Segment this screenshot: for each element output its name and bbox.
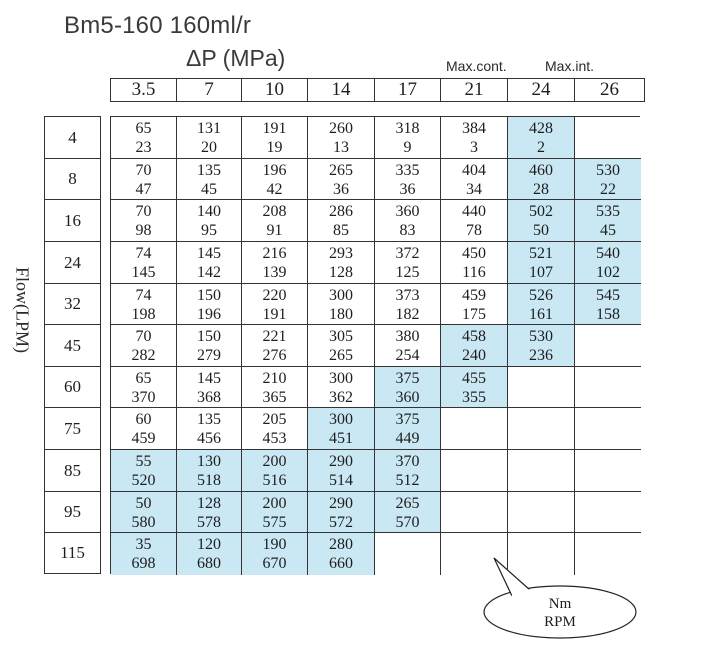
flow-header-32: 32 [44, 283, 101, 325]
table-cell [375, 533, 441, 575]
torque-value: 205 [262, 411, 287, 428]
table-cell [111, 325, 177, 367]
speed-value: 180 [329, 306, 353, 323]
torque-value: 210 [262, 370, 287, 387]
speed-value: 660 [329, 555, 353, 572]
speed-value: 680 [197, 555, 221, 572]
table-cell [441, 492, 508, 533]
speed-value: 78 [466, 222, 482, 239]
table-cell [441, 200, 508, 242]
speed-value: 254 [395, 347, 420, 364]
table-cell [111, 533, 177, 575]
speed-value: 191 [262, 306, 287, 323]
table-cell [111, 117, 177, 159]
table-cell [111, 492, 177, 533]
torque-value: 74 [135, 287, 152, 304]
table-cell [177, 242, 242, 284]
table-cell [242, 159, 308, 200]
table-cell [177, 533, 242, 575]
legend-nm: Nm [548, 596, 572, 612]
torque-value: 55 [135, 453, 152, 470]
table-cell [242, 408, 308, 450]
speed-value: 98 [135, 222, 152, 239]
flow-axis [10, 252, 34, 368]
pressure-header-26: 26 [574, 78, 645, 102]
speed-value: 514 [329, 472, 353, 489]
speed-value: 459 [131, 430, 156, 447]
table-cell [508, 492, 575, 533]
table-cell [508, 367, 575, 408]
table-cell [575, 450, 641, 492]
torque-value: 305 [329, 328, 353, 345]
table-cell [508, 200, 575, 242]
table-cell [177, 408, 242, 450]
torque-value: 318 [395, 120, 420, 137]
speed-value: 36 [399, 181, 416, 198]
torque-value: 335 [395, 162, 420, 179]
torque-value: 526 [529, 287, 553, 304]
pressure-header-3-5: 3.5 [110, 78, 177, 102]
torque-value: 370 [395, 453, 420, 470]
table-cell [308, 325, 375, 367]
max-cont-label: Max.cont. [446, 58, 507, 74]
torque-value: 530 [596, 162, 620, 179]
table-cell [375, 492, 441, 533]
torque-value: 150 [197, 328, 221, 345]
table-cell [177, 367, 242, 408]
pressure-header-row [110, 78, 645, 102]
speed-value: 368 [197, 389, 221, 406]
table-cell [111, 408, 177, 450]
speed-value: 45 [600, 222, 616, 239]
table-cell [441, 159, 508, 200]
speed-value: 45 [201, 181, 217, 198]
table-cell [111, 450, 177, 492]
flow-header-8: 8 [44, 158, 101, 200]
table-cell [242, 284, 308, 325]
speed-value: 28 [533, 181, 549, 198]
legend-rpm: RPM [544, 614, 576, 630]
speed-value: 47 [135, 181, 152, 198]
torque-value: 540 [596, 245, 620, 262]
speed-value: 145 [131, 264, 156, 281]
flow-header-24: 24 [44, 241, 101, 284]
speed-value: 360 [395, 389, 420, 406]
table-cell [242, 242, 308, 284]
speed-value: 370 [131, 389, 156, 406]
torque-value: 128 [197, 495, 221, 512]
speed-value: 20 [201, 139, 217, 156]
speed-value: 182 [395, 306, 420, 323]
pressure-header-24: 24 [507, 78, 575, 102]
speed-value: 240 [462, 347, 486, 364]
speed-value: 9 [403, 139, 412, 156]
pressure-header-14: 14 [307, 78, 375, 102]
table-cell [441, 450, 508, 492]
torque-value: 545 [596, 287, 620, 304]
table-cell [575, 492, 641, 533]
torque-value: 502 [529, 203, 553, 220]
torque-value: 290 [329, 453, 353, 470]
torque-value: 384 [462, 120, 486, 137]
table-cell [375, 284, 441, 325]
torque-value: 200 [262, 453, 287, 470]
torque-value: 300 [329, 370, 353, 387]
torque-value: 145 [197, 370, 221, 387]
torque-value: 135 [197, 411, 221, 428]
torque-value: 221 [262, 328, 287, 345]
speed-value: 13 [333, 139, 349, 156]
table-cell [508, 159, 575, 200]
torque-value: 216 [262, 245, 287, 262]
torque-value: 190 [262, 536, 287, 553]
speed-value: 102 [596, 264, 620, 281]
torque-value: 35 [135, 536, 152, 553]
speed-value: 128 [329, 264, 353, 281]
speed-value: 698 [131, 555, 156, 572]
torque-value: 280 [329, 536, 353, 553]
table-cell [308, 242, 375, 284]
table-cell [375, 242, 441, 284]
torque-value: 290 [329, 495, 353, 512]
speed-value: 2 [537, 139, 545, 156]
speed-value: 362 [329, 389, 353, 406]
torque-value: 135 [197, 162, 221, 179]
speed-value: 36 [333, 181, 349, 198]
torque-value: 74 [135, 245, 152, 262]
table-cell [177, 284, 242, 325]
flow-header-85: 85 [44, 449, 101, 492]
table-cell [441, 325, 508, 367]
torque-value: 145 [197, 245, 221, 262]
torque-value: 293 [329, 245, 353, 262]
torque-value: 373 [395, 287, 420, 304]
speed-value: 516 [262, 472, 287, 489]
table-cell [308, 408, 375, 450]
speed-value: 91 [266, 222, 283, 239]
table-cell [508, 117, 575, 159]
table-cell [575, 325, 641, 367]
table-cell [375, 200, 441, 242]
table-cell [575, 117, 641, 159]
table-cell [508, 325, 575, 367]
table-cell [111, 284, 177, 325]
table-cell [375, 367, 441, 408]
max-int-label: Max.int. [545, 58, 595, 74]
speed-value: 116 [462, 264, 486, 281]
torque-value: 200 [262, 495, 287, 512]
speed-value: 518 [197, 472, 221, 489]
torque-value: 220 [262, 287, 287, 304]
torque-value: 260 [329, 120, 353, 137]
torque-value: 460 [529, 162, 553, 179]
table-cell [575, 367, 641, 408]
flow-header-115: 115 [44, 532, 101, 574]
speed-value: 451 [329, 430, 353, 447]
torque-value: 130 [197, 453, 221, 470]
table-cell [375, 450, 441, 492]
speed-value: 158 [596, 306, 620, 323]
table-cell [308, 367, 375, 408]
table-cell [575, 408, 641, 450]
pressure-header-7: 7 [176, 78, 242, 102]
torque-value: 360 [395, 203, 420, 220]
torque-value: 140 [197, 203, 221, 220]
torque-value: 60 [135, 411, 152, 428]
torque-value: 70 [135, 203, 152, 220]
table-cell [177, 450, 242, 492]
torque-value: 265 [395, 495, 420, 512]
speed-value: 42 [266, 181, 283, 198]
speed-value: 520 [131, 472, 156, 489]
table-cell [111, 367, 177, 408]
torque-value: 265 [329, 162, 353, 179]
table-cell [441, 117, 508, 159]
torque-value: 286 [329, 203, 353, 220]
table-cell [575, 284, 641, 325]
table-cell [242, 367, 308, 408]
speed-value: 580 [131, 514, 156, 531]
speed-value: 355 [462, 389, 486, 406]
torque-value: 50 [135, 495, 152, 512]
torque-value: 440 [462, 203, 486, 220]
table-cell [308, 159, 375, 200]
torque-value: 375 [395, 411, 420, 428]
speed-value: 236 [529, 347, 553, 364]
speed-value: 196 [197, 306, 221, 323]
table-cell [177, 117, 242, 159]
table-cell [308, 200, 375, 242]
speed-value: 365 [262, 389, 287, 406]
table-cell [242, 117, 308, 159]
torque-value: 450 [462, 245, 486, 262]
torque-value: 535 [596, 203, 620, 220]
table-cell [308, 533, 375, 575]
torque-value: 455 [462, 370, 486, 387]
torque-value: 530 [529, 328, 553, 345]
table-cell [575, 242, 641, 284]
table-cell [308, 492, 375, 533]
table-cell [508, 450, 575, 492]
torque-value: 150 [197, 287, 221, 304]
page-title: Bm5-160 160ml/r [64, 12, 252, 39]
pressure-header-10: 10 [241, 78, 308, 102]
flow-axis-label: Flow(LPM) [12, 266, 33, 354]
table-cell [242, 492, 308, 533]
torque-value: 404 [462, 162, 486, 179]
speed-value: 265 [329, 347, 353, 364]
speed-value: 34 [466, 181, 482, 198]
legend-callout [482, 586, 638, 638]
torque-value: 65 [135, 370, 152, 387]
torque-value: 300 [329, 411, 353, 428]
flow-header-75: 75 [44, 407, 101, 450]
speed-value: 570 [395, 514, 420, 531]
table-cell [375, 159, 441, 200]
table-cell [575, 159, 641, 200]
torque-value: 208 [262, 203, 287, 220]
speed-value: 453 [262, 430, 287, 447]
flow-column [44, 116, 101, 574]
speed-value: 279 [197, 347, 221, 364]
table-cell [242, 533, 308, 575]
torque-value: 70 [135, 162, 152, 179]
speed-value: 572 [329, 514, 353, 531]
flow-header-4: 4 [44, 116, 101, 159]
table-cell [375, 325, 441, 367]
torque-value: 375 [395, 370, 420, 387]
table-cell [441, 408, 508, 450]
table-cell [111, 242, 177, 284]
speed-value: 50 [533, 222, 549, 239]
table-cell [441, 284, 508, 325]
speed-value: 23 [135, 139, 152, 156]
speed-value: 670 [262, 555, 287, 572]
table-cell [508, 242, 575, 284]
flow-header-95: 95 [44, 491, 101, 533]
table-cell [308, 284, 375, 325]
speed-value: 161 [529, 306, 553, 323]
torque-value: 131 [197, 120, 221, 137]
speed-value: 3 [470, 139, 478, 156]
torque-value: 459 [462, 287, 486, 304]
torque-value: 521 [529, 245, 553, 262]
torque-value: 428 [529, 120, 553, 137]
speed-value: 456 [197, 430, 221, 447]
torque-speed-table [110, 116, 640, 574]
table-cell [242, 200, 308, 242]
torque-value: 380 [395, 328, 420, 345]
pressure-header-17: 17 [374, 78, 441, 102]
table-cell [242, 325, 308, 367]
table-cell [308, 117, 375, 159]
speed-value: 139 [262, 264, 287, 281]
torque-value: 300 [329, 287, 353, 304]
torque-value: 191 [262, 120, 287, 137]
torque-value: 196 [262, 162, 287, 179]
torque-value: 120 [197, 536, 221, 553]
speed-value: 83 [399, 222, 416, 239]
table-cell [177, 325, 242, 367]
table-cell [508, 284, 575, 325]
speed-value: 19 [266, 139, 283, 156]
table-cell [575, 200, 641, 242]
speed-value: 85 [333, 222, 349, 239]
flow-header-45: 45 [44, 324, 101, 367]
table-cell [177, 159, 242, 200]
table-cell [508, 408, 575, 450]
torque-value: 70 [135, 328, 152, 345]
speed-value: 512 [395, 472, 420, 489]
table-cell [242, 450, 308, 492]
pressure-axis-title: ΔP (MPa) [186, 45, 286, 71]
speed-value: 142 [197, 264, 221, 281]
torque-value: 458 [462, 328, 486, 345]
speed-value: 276 [262, 347, 287, 364]
table-cell [375, 117, 441, 159]
torque-value: 372 [395, 245, 420, 262]
speed-value: 282 [131, 347, 156, 364]
speed-value: 575 [262, 514, 287, 531]
table-cell [308, 450, 375, 492]
flow-header-16: 16 [44, 199, 101, 242]
speed-value: 175 [462, 306, 486, 323]
pressure-header-21: 21 [440, 78, 508, 102]
speed-value: 107 [529, 264, 553, 281]
speed-value: 449 [395, 430, 420, 447]
speed-value: 125 [395, 264, 420, 281]
flow-header-60: 60 [44, 366, 101, 408]
table-cell [177, 492, 242, 533]
speed-value: 198 [131, 306, 156, 323]
speed-value: 95 [201, 222, 217, 239]
table-cell [441, 242, 508, 284]
speed-value: 22 [600, 181, 616, 198]
torque-value: 65 [135, 120, 152, 137]
speed-value: 578 [197, 514, 221, 531]
table-cell [441, 367, 508, 408]
table-cell [111, 200, 177, 242]
table-cell [177, 200, 242, 242]
table-cell [111, 159, 177, 200]
table-cell [375, 408, 441, 450]
